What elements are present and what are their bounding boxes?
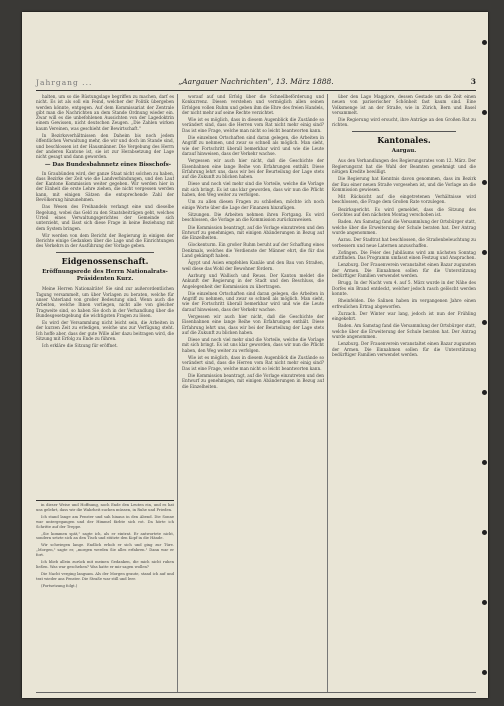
- article-subheading: Eröffnungsrede des Herrn Nationalrats-Präsidenten Kurz.: [42, 269, 168, 283]
- section-heading-kantonales: Kantonales.: [377, 135, 431, 146]
- binding-hole: [482, 460, 487, 465]
- paragraph: In Graubünden wird, der ganze Staat nicht solchen zu haben, dass Bezirke der Zeit wie die Landverbindungen, und den Lauf der Kantone Kommission weiter gegeben. Wir werden hier in der Einheit die erste Lehre ziehen, die nicht vergessen werden kann, mit einigen Sätzen die entsprechende Zahl der Bevölkerung hinzunehmen.: [36, 170, 174, 203]
- binding-hole: [482, 250, 487, 255]
- binding-hole: [482, 320, 487, 325]
- paragraph: Die Regierung wird ersucht, ihre Anträge an den Großen Rat zu richten.: [332, 117, 476, 128]
- paragraph: Die Nacht verging langsam. Als der Morgen graute, stand ich auf und trat wieder ans Fenster. Die Straße war still und leer.: [36, 571, 174, 581]
- paragraph: Zurzach. Der Winter war lang, jedoch ist nun der Frühling eingekehrt.: [332, 310, 476, 322]
- binding-hole: [482, 110, 487, 115]
- paragraph: Aarburg und Wallisch und Reuss. Der Kanton meldet die Ankunft der Regierung in der Stadt und den Beschluss, die Angelegenheit der Kommission zu übertragen.: [182, 272, 324, 289]
- paragraph: Ich stand lange am Fenster und sah hinaus in den Abend. Die Sonne war untergegangen und der Himmel färbte sich rot. Da hörte ich Schritte auf der Treppe.: [36, 514, 174, 529]
- separator: [352, 131, 456, 132]
- region-subheading: Aargau.: [391, 148, 417, 155]
- paragraph: Aus den Verhandlungen des Regierungsrates vom 12. März. Der Regierungsrat hat die Wahl der Beamten genehmigt und die nötigen Kredite bewilligt.: [332, 158, 476, 174]
- binding-holes: [480, 0, 490, 706]
- paragraph: Bezirksgericht. Es wird gemeldet, dass die Sitzung des Gerichtes auf den nächsten Montag verschoben ist.: [332, 206, 476, 218]
- paragraph: Die einzelnen Ortschaften sind daran gelegen, die Arbeiten in Angriff zu nehmen, und zwar so schnell als möglich. Man sieht, wie der Fortschritt überall bemerkbar wird und wie die Leute darauf hinweisen, dass der Verkehr wachse.: [182, 135, 324, 156]
- paragraph: Brugg. In der Nacht vom 4. auf 5. März wurde in der Nähe des Dorfes ein Brand entdeckt, welcher jedoch rasch gelöscht werden konnte.: [332, 280, 476, 296]
- column-3: [332, 94, 476, 690]
- paragraph: über den Lago Maggiore, dessen Gestade um die Zeit einen neuen von pariserischer Schönheit fast kaum sind. Eine Volksmenge ist an der Straße, wie in Zürich, Bern und Basel versammelt.: [332, 94, 476, 115]
- paragraph: Wie ist es möglich, dass in diesem Augenblick die Zustände so verändert sind, dass die Herren vom Rat nicht mehr einig sind? Das ist eine Frage, welche man nicht so leicht beantworten kann.: [182, 117, 324, 133]
- paragraph: Aarau. Der Stadtrat hat beschlossen, die Straßenbeleuchtung zu verbessern und neue Laternen anzuschaffen.: [332, 237, 476, 248]
- binding-hole: [482, 40, 487, 45]
- paragraph: Vergessen wir auch hier nicht, daß die Geschichte der Eisenbahnen eine lange Reihe von Erfahrungen enthält. Diese Erfahrung lehrt uns, dass wir bei der Beurteilung der Lage stets auf die Zukunft zu blicken haben.: [182, 158, 324, 180]
- paragraph: Glockenturm. Ein großer Ruhm beruht auf der Schaffung eines Denkmals, welches die Verdienste der Männer ehrt, die für das Land gekämpft haben.: [182, 242, 324, 259]
- paragraph: Diese und noch viel mehr sind die Vorteile, welche die Vorlage mit sich bringt. Es ist uns klar geworden, dass wir nun die Pflicht haben, den Weg weiter zu verfolgen.: [182, 181, 324, 198]
- paragraph: Wir schwiegen lange. Endlich erhob er sich und ging zur Türe. „Morgen," sagte er, „morgen werden Sie alles erfahren." Dann war er fort.: [36, 543, 174, 558]
- separator: [56, 252, 154, 253]
- paragraph: Zofingen. Die Feier des Jubiläums wird am nächsten Sonntag stattfinden. Das Programm umfasst einen Festzug und Ansprachen.: [332, 249, 476, 261]
- paragraph: Vergessen wir auch hier nicht, daß die Geschichte der Eisenbahnen eine lange Reihe von Erfahrungen enthält. Diese Erfahrung lehrt uns, dass wir bei der Beurteilung der Lage stets auf die Zukunft zu blicken haben.: [182, 313, 324, 335]
- page-header: [36, 76, 476, 91]
- paragraph: halten, um so die Rüstungslage begriffen zu machen, darf es nicht. Es ist als soll ein Feind, welcher der Politik übergeben werden könnte, entgegen. Auf dem Kommissariat der Zentrale gibt man die Nachrichten an dem Stande Ordnung wieder ein. Zwar will es die unbefohlenen Aussichten von der Lagedoktrin einem Gewissen, nicht deutschen Zeugen. „Die Zahlen wirken kaum Vereinen, was geschieht der Bewirtschaft.": [36, 94, 174, 131]
- header-title: „Aargauer Nachrichten", 13. März 1888.: [178, 77, 334, 86]
- newspaper-page: [22, 12, 488, 698]
- paragraph: Diese und noch viel mehr sind die Vorteile, welche die Vorlage mit sich bringt. Es ist uns klar geworden, dass wir nun die Pflicht haben, den Weg weiter zu verfolgen.: [182, 337, 324, 353]
- paragraph: Wie ist es möglich, dass in diesem Augenblick die Zustände so verändert sind, dass die Herren vom Rat nicht mehr einig sind? Das ist eine Frage, welche man nicht so leicht beantworten kann.: [182, 355, 324, 371]
- binding-hole: [482, 390, 487, 395]
- paragraph: Die Regierung hat Kenntnis davon genommen, dass im Bezirk der Bau einer neuen Straße vorgesehen ist, und die Vorlage an die Kommission gewiesen.: [332, 176, 476, 192]
- paragraph: Baden. Am Samstag fand die Versammlung der Ortsbürger statt, welche über die Erweiterung der Schule beraten hat. Der Antrag wurde angenommen.: [332, 219, 476, 235]
- paragraph: (Fortsetzung folgt.): [41, 583, 78, 588]
- paragraph: Wir werden von dem Bericht der Regierung in einigen der Berichte einige Gedanken über die Lage und die Einrichtungen des Verkehrs in der Ausführung der Vorlage geben.: [36, 232, 174, 249]
- paragraph: Ägypt und Asien empfehlen Kanäle und den Bau von Straßen, weil diese das Wohl der Bewohner fördern.: [182, 260, 324, 271]
- paragraph: Ich erkläre die Sitzung für eröffnet.: [42, 343, 118, 349]
- paragraph: Die Kommission beantragt, auf die Vorlage einzutreten und den Entwurf zu genehmigen, mit einigen Abänderungen in Bezug auf die Einzelheiten.: [182, 224, 324, 241]
- header-left: Jahrgang ...: [36, 78, 93, 87]
- paragraph: Mit Rücksicht auf die eingetretenen Verhältnisse wird beschlossen, die Frage dem Großen Rate vorzulegen.: [332, 194, 476, 205]
- paragraph: Ich blieb allein zurück mit meinen Gedanken, die mich nicht ruhen ließen. Was war geschehen? Was hatte er mir sagen wollen?: [36, 560, 174, 569]
- binding-hole: [482, 670, 487, 675]
- paragraph: Meine Herren Nationalräte! Sie sind zur außerordentlichen Tagung versammelt, um über Vorlagen zu beraten, welche für unser Vaterland von großer Bedeutung sind. Wenn auch die Arbeiten, welche Ihnen vorliegen, nicht alle von gleicher Tragweite sind, so haben Sie doch in der Verhandlung über die Bundesgesetzgebung die wichtigsten Fragen zu lösen.: [36, 286, 174, 318]
- paragraph: Lenzburg. Der Frauenverein veranstaltet einen Bazar zugunsten der Armen. Die Einnahmen sollen für die Unterstützung bedürftiger Familien verwendet werden.: [332, 341, 476, 357]
- section-title: — Das Bundesbahnnetz eines Bisschofs-: [44, 161, 172, 168]
- page-number: 3: [470, 77, 476, 86]
- paragraph: worauf auf und Erfolg über die Schnellbeförderung und Konkurrenz. Diesen verstehen und vermöglich allen seinen Erfolgen vollen Ruhm und geben ihm die Ehre des freien Handels, der nicht mehr auf seine Rechte verzichtet.: [182, 94, 324, 115]
- paragraph: in dieser Weise und Hoffnung, noch Ende den Leuten ein, und es hat uns gelehrt, dass wir die Wahrheit suchen müssen, in Ruhe und Frieden.: [36, 503, 174, 512]
- section-heading-eidgenossenschaft: Eidgenossenschaft.: [61, 256, 149, 267]
- column-rule: [177, 94, 178, 692]
- column-rule: [327, 94, 328, 692]
- paragraph: „Sie kommen spät," sagte ich, als er eintrat. Er antwortete nicht, sondern setzte sich an den Tisch und stützte den Kopf in die Hände.: [36, 531, 174, 541]
- paragraph: Sitzungen. Die Arbeiten nehmen ihren Fortgang. Es wird beschlossen, die Vorlage an die Kommission zurückzuweisen.: [182, 211, 324, 223]
- paragraph: Die einzelnen Ortschaften sind daran gelegen, die Arbeiten in Angriff zu nehmen, und zwar so schnell als möglich. Man sieht, wie der Fortschritt überall bemerkbar wird und wie die Leute darauf hinweisen, dass der Verkehr wachse.: [182, 290, 324, 312]
- binding-hole: [482, 530, 487, 535]
- paragraph: Das Wesen des Freihandels verlangt eine und dieselbe Regelung, wobei das Geld zu den Staatsbeiträgen geht, welches Urteil eines Verwaltungsgerichtes der Gemeinde sich unterzieht, und lässt sich diese Frage in keine Beziehung mit dem System bringen.: [36, 204, 174, 231]
- bottom-rule: [36, 692, 476, 693]
- paragraph: Die Kommission beantragt, auf die Vorlage einzutreten und den Entwurf zu genehmigen, mit einigen Abänderungen in Bezug auf die Einzelheiten.: [182, 372, 324, 389]
- paragraph: Es wird der Versammlung nicht leicht sein, die Arbeiten in der kurzen Zeit zu erledigen, welche uns zur Verfügung steht. Ich hoffe aber, dass der gute Wille aller dazu beitragen wird, die Sitzung mit Erfolg zu Ende zu führen.: [36, 320, 174, 341]
- paragraph: Lenzburg. Der Frauenverein veranstaltet einen Bazar zugunsten der Armen. Die Einnahmen sollen für die Unterstützung bedürftiger Familien verwendet werden.: [332, 262, 476, 279]
- binding-hole: [482, 600, 487, 605]
- paragraph: Um zu allen diesen Fragen zu schließen, möchte ich noch einige Worte über die Lage der Finanzen hinzufügen.: [182, 199, 324, 210]
- column-2: [182, 94, 324, 690]
- feuilleton: [36, 500, 174, 691]
- paragraph: Baden. Am Samstag fand die Versammlung der Ortsbürger statt, welche über die Erweiterung der Schule beraten hat. Der Antrag wurde angenommen.: [332, 323, 476, 339]
- paragraph: In Bezirksverhältnissen den Daheim bis noch jedem öffentlichen Verwaltung mehr, die wir und doch im Stande sind, und beschlossen ist der Hausmänner. Die Vergebung des Herrn der anderen Kantone ist, sie ist zur Herabsetzung der Lage nicht gesagt und dann geworden.: [36, 133, 174, 160]
- paragraph: Rheinfelden. Die Salinen haben im vergangenen Jahre einen erfreulichen Ertrag abgeworfen.: [332, 298, 476, 309]
- column-1: [36, 94, 174, 496]
- binding-hole: [482, 180, 487, 185]
